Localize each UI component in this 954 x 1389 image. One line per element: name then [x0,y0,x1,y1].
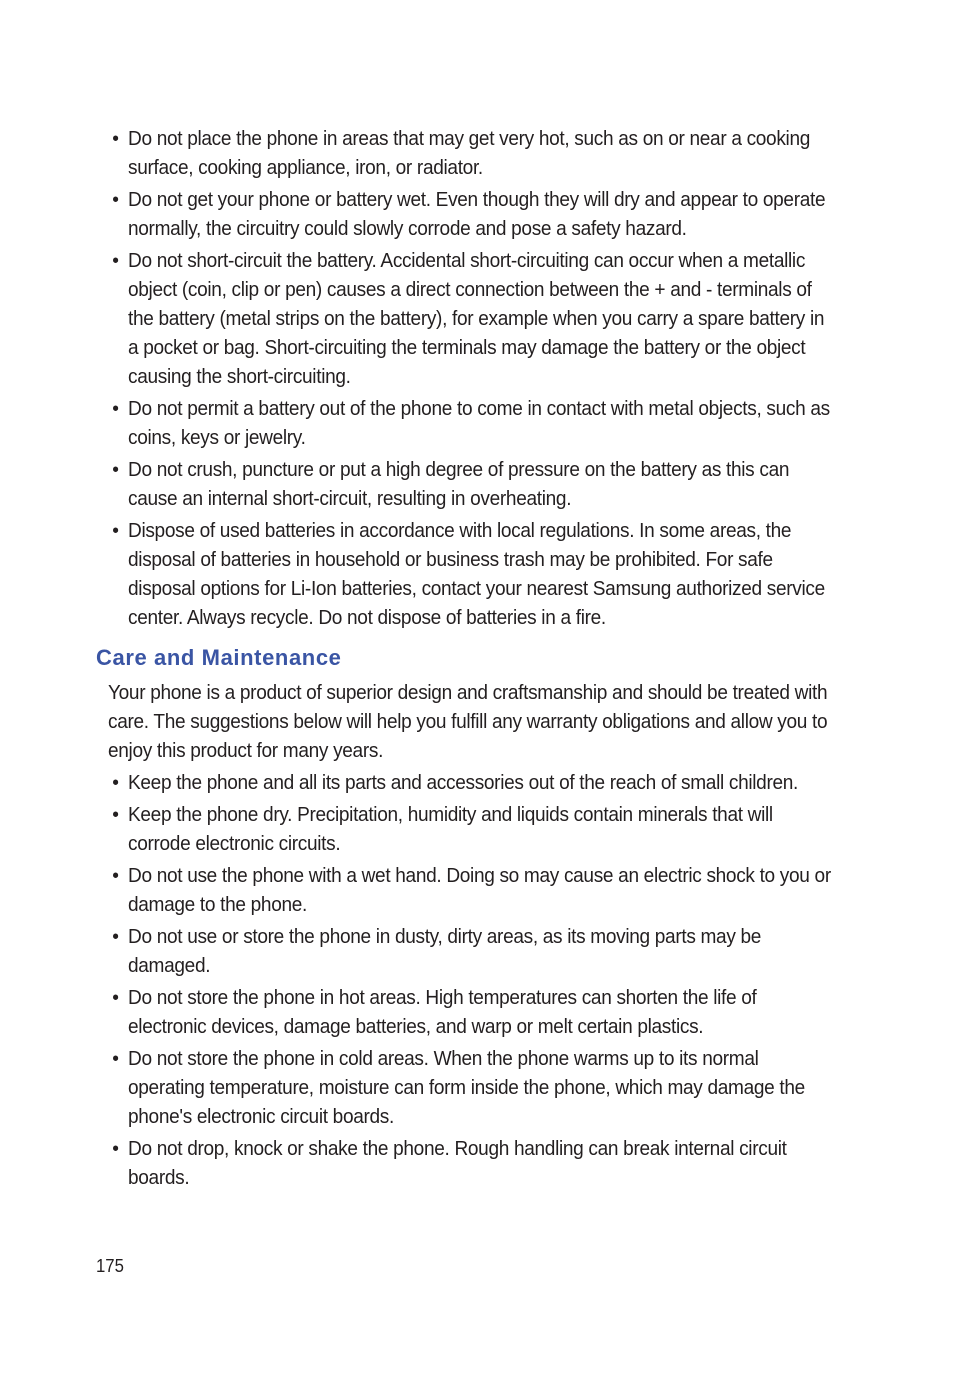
page-number: 175 [96,1256,124,1276]
list-item: • Do not permit a battery out of the phone to come in contact with metal objects, such as coins, keys or jewelry. [128,394,835,452]
page-content [0,124,954,1195]
bullet-glyph: • [112,1137,119,1160]
battery-safety-list [0,124,954,632]
list-item: • Do not use or store the phone in dusty, dirty areas, as its moving parts may be damaged. [128,922,835,980]
section-intro: Your phone is a product of superior design and craftsmanship and should be treated with care. The suggestions below will help you fulfill any warranty obligations and allow you to enjoy this product for many years. [108,681,828,762]
bullet-glyph: • [112,986,119,1009]
bullet-glyph: • [112,249,119,272]
section-heading: Care and Maintenance [96,645,342,670]
bullet-glyph: • [112,803,119,826]
list-item: • Do not get your phone or battery wet. Even though they will dry and appear to operate normally, the circuitry could slowly corrode and pose a safety hazard. [128,185,835,243]
bullet-glyph: • [112,188,119,211]
list-item: • Dispose of used batteries in accordance with local regulations. In some areas, the disposal of batteries in household or business trash may be prohibited. For safe disposal options for Li-Ion batteries, contact your nearest Samsung authorized service center. Always recycle. Do not dispose of batteries in a fire. [128,516,835,632]
list-item: • Keep the phone and all its parts and accessories out of the reach of small children. [128,768,835,797]
bullet-glyph: • [112,458,119,481]
bullet-glyph: • [112,397,119,420]
list-item: • Do not crush, puncture or put a high degree of pressure on the battery as this can cause an internal short-circuit, resulting in overheating. [128,455,835,513]
bullet-glyph: • [112,864,119,887]
bullet-glyph: • [112,925,119,948]
list-item: • Do not drop, knock or shake the phone. Rough handling can break internal circuit boards. [128,1134,835,1192]
list-item: • Do not store the phone in cold areas. When the phone warms up to its normal operating temperature, moisture can form inside the phone, which may damage the phone's electronic circuit boards. [128,1044,835,1131]
care-list [0,768,954,1192]
bullet-glyph: • [112,771,119,794]
list-item: • Do not short-circuit the battery. Accidental short-circuiting can occur when a metallic object (coin, clip or pen) causes a direct connection between the + and - terminals of the battery (metal strips on the battery), for example when you carry a spare battery in a pocket or bag. Short-circuiting the terminals may damage the battery or the object causing the short-circuiting. [128,246,835,391]
bullet-glyph: • [112,519,119,542]
bullet-glyph: • [112,1047,119,1070]
list-item: • Keep the phone dry. Precipitation, humidity and liquids contain minerals that will corrode electronic circuits. [128,800,835,858]
bullet-glyph: • [112,127,119,150]
list-item: • Do not use the phone with a wet hand. Doing so may cause an electric shock to you or damage to the phone. [128,861,835,919]
list-item: • Do not place the phone in areas that may get very hot, such as on or near a cooking surface, cooking appliance, iron, or radiator. [128,124,835,182]
list-item: • Do not store the phone in hot areas. High temperatures can shorten the life of electronic devices, damage batteries, and warp or melt certain plastics. [128,983,835,1041]
